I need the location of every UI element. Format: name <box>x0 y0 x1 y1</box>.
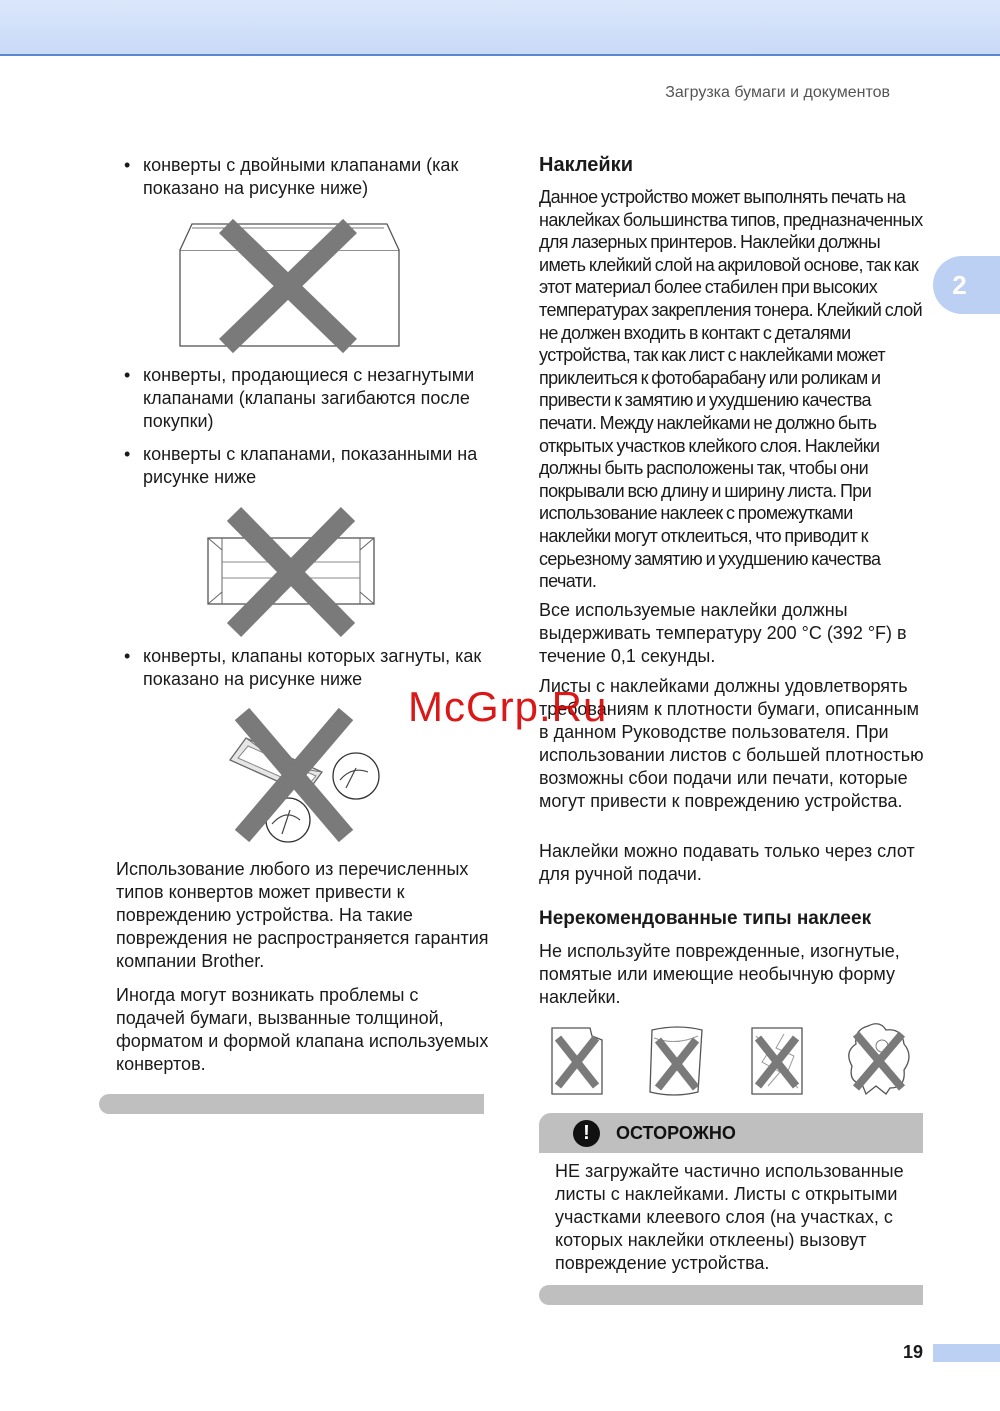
irregular-shape-label-crossed-icon <box>846 1022 914 1096</box>
curled-label-sheet-crossed-icon <box>648 1026 706 1096</box>
bullet-folded-flaps: • конверты, клапаны которых загнуты, как показано на рисунке ниже <box>124 645 484 691</box>
caution-header <box>539 1113 923 1153</box>
bullet-unfolded-flaps: • конверты, продающиеся с незагнутыми клапанами (клапаны загибаются после покупки) <box>124 364 484 433</box>
exclamation-icon: ! <box>573 1120 600 1147</box>
double-flap-envelope-crossed-illustration <box>178 222 403 350</box>
top-header-bar <box>0 0 1000 56</box>
folded-flap-envelope-crossed-illustration <box>228 710 384 840</box>
bullet-flaps-shown: • конверты с клапанами, показанными на рисунке ниже <box>124 443 484 489</box>
running-header-title: Загрузка бумаги и документов <box>665 84 890 101</box>
watermark: McGrp.Ru <box>408 683 608 730</box>
damaged-label-sheet-crossed-icon <box>550 1026 604 1096</box>
caution-label: ОСТОРОЖНО <box>616 1123 736 1143</box>
section-end-bar <box>99 1094 484 1114</box>
labels-weight-paragraph: Листы с наклейками должны удовлетворять требованиям к плотности бумаги, описанным в данном Руководстве пользователя. При использовании листов с большей плотностью возможны сбои подачи или печати, которые могут привести к повреждению устройства. <box>539 676 924 811</box>
caution-end-bar <box>539 1285 923 1305</box>
labels-heading: Наклейки <box>539 154 633 176</box>
page-number: 19 <box>903 1342 924 1362</box>
envelope-warning-paragraph: Использование любого из перечисленных типов конвертов может привести к повреждению устройства. На такие повреждения не распространяется гарантия компании Brother. <box>116 859 489 971</box>
unrecommended-labels-heading: Нерекомендованные типы наклеек <box>539 908 872 929</box>
chapter-tab[interactable]: 2 <box>933 256 1000 314</box>
bullet-double-flap: • конверты с двойными клапанами (как показано на рисунке ниже) <box>124 154 484 200</box>
unrecommended-labels-paragraph: Не используйте поврежденные, изогнутые, помятые или имеющие необычную форму наклейки. <box>539 941 900 1007</box>
page-number-tab <box>933 1344 1000 1362</box>
envelope-feed-problems-paragraph: Иногда могут возникать проблемы с подачей бумаги, вызванные толщиной, форматом и формой клапана используемых конвертов. <box>116 985 489 1074</box>
side-flap-envelope-crossed-illustration <box>206 510 376 634</box>
labels-manual-slot-paragraph: Наклейки можно подавать только через слот для ручной подачи. <box>539 841 915 884</box>
wrinkled-label-sheet-crossed-icon <box>750 1026 804 1096</box>
labels-temperature-paragraph: Все используемые наклейки должны выдерживать температуру 200 °C (392 °F) в течение 0,1 секунды. <box>539 600 907 666</box>
caution-text: НЕ загружайте частично использованные листы с наклейками. Листы с открытыми участками клеевого слоя (на участках, с которых наклейки отклеены) вызовут повреждение устройства. <box>555 1161 904 1273</box>
labels-description-paragraph: Данное устройство может выполнять печать на наклейках большинства типов, предназначенных для лазерных принтеров. Наклейки должны иметь клейкий слой на акриловой основе, так как этот материал более стабилен при высоких температурах закрепления тонера. Клейкий слой не должен входить в контакт с деталями устройства, так как лист с наклейками может приклеиться к фотобарабану или роликам и привести к замятию и ухудшению качества печати. Между наклейками не должно быть открытых участков клейкого слоя. Наклейки должны быть расположены так, чтобы они покрывали всю длину и ширину листа. При использование наклеек с промежутками наклейки могут отклеиться, что приводит к серьезному замятию и ухудшению качества печати. <box>539 187 923 592</box>
